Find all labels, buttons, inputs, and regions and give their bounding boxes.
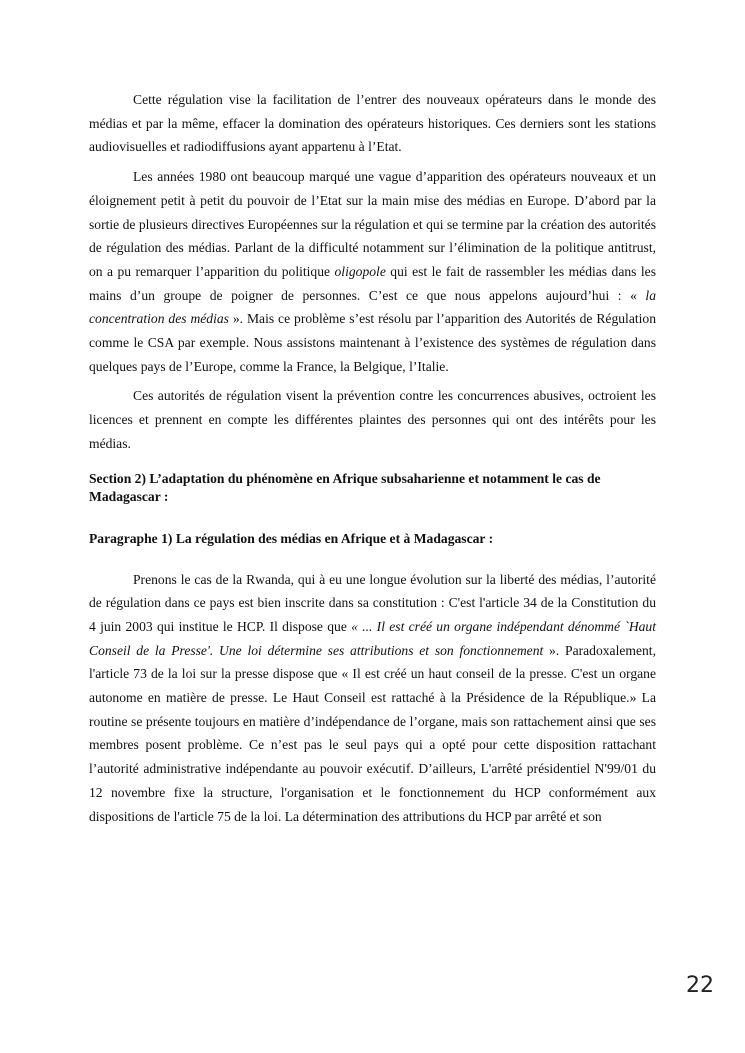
paragraph-annees-1980 [89,165,656,378]
italic-quote-constitution: « ... Il est créé un organe indépendant dénommé `Haut Conseil de la Presse'. Une loi détermine ses attributions et son fonctionnement [89,618,657,658]
paragraph-autorites: Ces autorités de régulation visent la prévention contre les concurrences abusives, octroient les licences et prennent en compte les différentes plaintes des personnes qui ont des intérêts pour les médias. [89,388,656,451]
section-heading: Section 2) L’adaptation du phénomène en Afrique subsaharienne et notamment le cas de Madagascar : [89,470,601,504]
text-run: ». Mais ce problème s’est résolu par l’apparition des Autorités de Régulation comme le CSA par exemple. Nous assistons maintenant à l’existence des systèmes de régulation dans quelques pays de l’Europe, comme la France, la Belgique, l’Italie. [89,311,656,374]
italic-term-oligopole: oligopole [334,263,386,279]
text-run: Prenons le cas de la Rwanda, qui à eu une longue évolution sur la liberté des médias, l’autorité de régulation dans ce pays est bien inscrite dans sa constitution : C'est l'article 34 de la Constitution du 4 juin 2003 qui institue le HCP. Il dispose que [89,571,656,634]
paragraph-regulation-intro: Cette régulation vise la facilitation de l’entrer des nouveaux opérateurs dans le monde des médias et par la même, effacer la domination des opérateurs historiques. Ces derniers sont les stations audiovisuelles et radiodiffusions ayant appartenu à l’Etat. [89,92,656,155]
italic-term-concentration: la concentration des médias [89,287,656,327]
text-run: qui est le fait de rassembler les médias dans les mains d’un groupe de poigner de personnes. C’est ce que nous appelons aujourd’hui : « [89,263,656,303]
page-number: 22 [686,973,714,998]
text-run: Les années 1980 ont beaucoup marqué une vague d’apparition des opérateurs nouveaux et un éloignement petit à petit du pouvoir de l’Etat sur la main mise des médias en Europe. D’abord par la sortie de plusieurs directives Européennes sur la régulation et qui se termine par la création des autorités de régulation des médias. Parlant de la difficulté notamment sur l’élimination de la politique antitrust, on a pu remarquer l’apparition du politique [89,169,656,279]
paragraph-rwanda [89,568,656,829]
document-page [89,88,656,834]
paragraph-heading: Paragraphe 1) La régulation des médias en Afrique et à Madagascar : [89,530,494,546]
text-run: ». Paradoxalement, l'article 73 de la loi sur la presse dispose que « Il est créé un haut conseil de la presse. C'est un organe autonome en matière de presse. Le Haut Conseil est rattaché à la Présidence de la République.» La routine se présente toujours en matière d’indépendance de l’organe, mais son rattachement ainsi que ses membres posent problème. Ce n’est pas le seul pays qui a opté pour cette disposition rattachant l’autorité administrative indépendante au pouvoir exécutif. D’ailleurs, L'arrêté présidentiel N'99/01 du 12 novembre fixe la structure, l'organisation et le fonctionnement du HCP conformément aux dispositions de l'article 75 de la loi. La détermination des attributions du HCP par arrêté et son [89,642,656,824]
